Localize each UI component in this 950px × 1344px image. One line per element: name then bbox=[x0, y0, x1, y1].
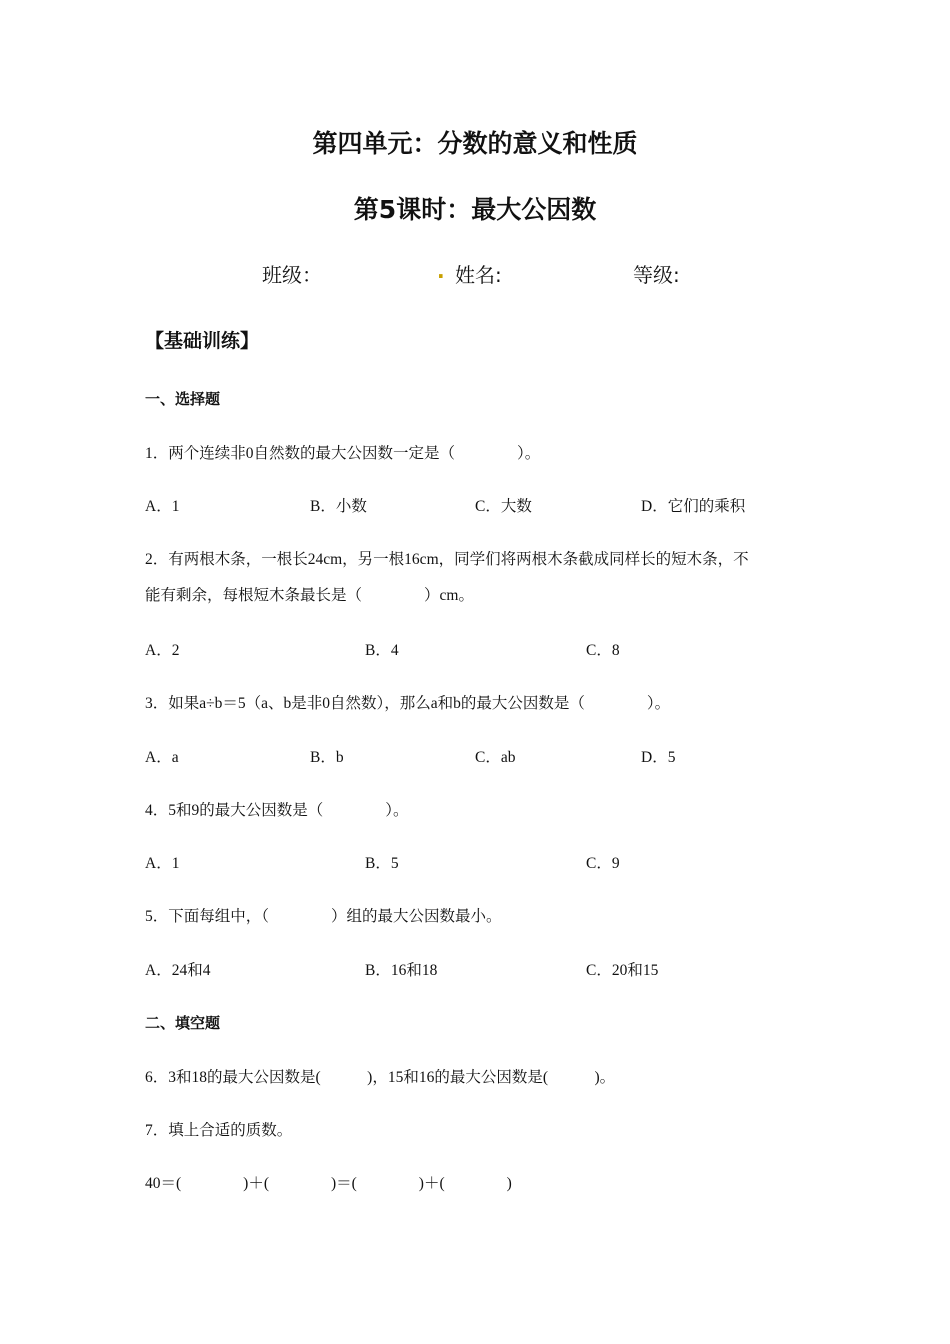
question-1: 1．两个连续非0自然数的最大公因数一定是（ ）。 bbox=[145, 445, 541, 462]
q1-option-d: D．它们的乘积 bbox=[641, 498, 746, 515]
grade-label: 等级: bbox=[633, 263, 680, 287]
q3-option-a: A．a bbox=[145, 749, 179, 766]
q3-option-d: D．5 bbox=[641, 749, 676, 766]
q2-option-a: A．2 bbox=[145, 642, 180, 659]
question-2-line-1: 2．有两根木条，一根长24cm，另一根16cm，同学们将两根木条截成同样长的短木条，不 bbox=[145, 551, 749, 568]
q4-option-b: B．5 bbox=[365, 855, 399, 872]
q5-option-c: C．20和15 bbox=[586, 962, 659, 979]
q3-option-b: B．b bbox=[310, 749, 344, 766]
question-6: 6．3和18的最大公因数是( )，15和16的最大公因数是( )。 bbox=[145, 1069, 616, 1086]
unit-title: 第四单元：分数的意义和性质 bbox=[312, 129, 638, 158]
q2-option-b: B．4 bbox=[365, 642, 399, 659]
q3-option-c: C．ab bbox=[475, 749, 516, 766]
q1-option-b: B．小数 bbox=[310, 498, 367, 515]
question-2-line-2: 能有剩余，每根短木条最长是（ ）cm。 bbox=[145, 587, 474, 604]
name-label: 姓名: bbox=[455, 263, 502, 287]
q4-option-c: C．9 bbox=[586, 855, 620, 872]
class-label: 班级： bbox=[262, 263, 322, 287]
part1-title: 一、选择题 bbox=[145, 390, 221, 408]
q5-option-b: B．16和18 bbox=[365, 962, 438, 979]
question-3: 3．如果a÷b＝5（a、b是非0自然数），那么a和b的最大公因数是（ ）。 bbox=[145, 695, 671, 712]
q4-option-a: A．1 bbox=[145, 855, 180, 872]
separator-dot: . bbox=[437, 259, 445, 283]
section-title: 【基础训练】 bbox=[145, 330, 260, 352]
q5-option-a: A．24和4 bbox=[145, 962, 211, 979]
question-4: 4．5和9的最大公因数是（ ）。 bbox=[145, 802, 409, 819]
question-7-equation: 40＝( )＋( )＝( )＋( ) bbox=[145, 1175, 512, 1192]
q1-option-a: A．1 bbox=[145, 498, 180, 515]
q2-option-c: C．8 bbox=[586, 642, 620, 659]
question-5: 5．下面每组中，（ ）组的最大公因数最小。 bbox=[145, 908, 502, 925]
part2-title: 二、填空题 bbox=[145, 1014, 221, 1032]
lesson-title: 第5课时：最大公因数 bbox=[353, 195, 597, 224]
q1-option-c: C．大数 bbox=[475, 498, 532, 515]
question-7: 7．填上合适的质数。 bbox=[145, 1122, 293, 1139]
